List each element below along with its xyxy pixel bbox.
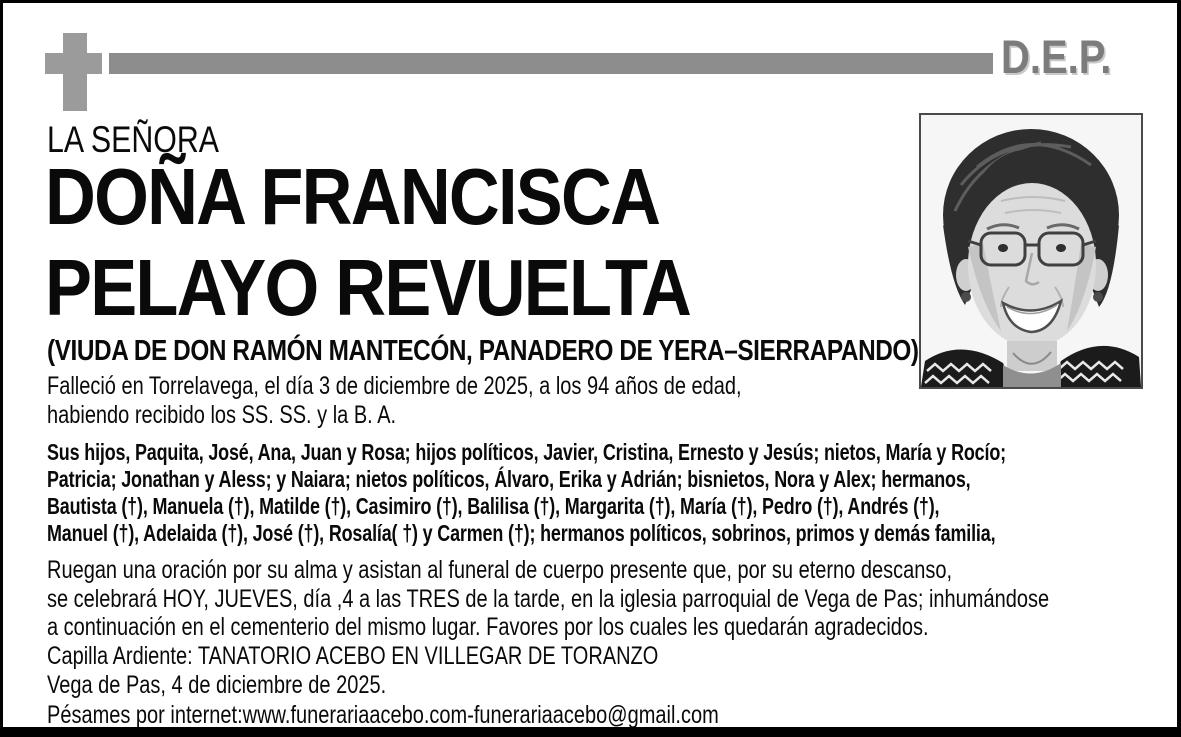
header-rule — [109, 53, 993, 74]
death-info-line: Falleció en Torrelavega, el día 3 de diciembre de 2025, a los 94 años de edad, — [47, 372, 742, 400]
portrait-illustration — [921, 115, 1141, 387]
deceased-name — [45, 151, 690, 333]
funeral-line: Ruegan una oración por su alma y asistan al funeral de cuerpo presente que, por su eterno descanso, — [47, 556, 953, 584]
funeral-line: a continuación en el cementerio del mismo lugar. Favores por los cuales les quedarán agradecidos. — [47, 613, 929, 641]
family-listing — [47, 439, 1006, 547]
family-line: Patricia; Jonathan y Aless; y Naiara; nietos políticos, Álvaro, Erika y Adrián; bisnietos, Nora y Alex; hermanos, — [47, 466, 971, 492]
condolences-contact: Pésames por internet:www.funerariaacebo.com-funerariaacebo@gmail.com — [47, 701, 719, 729]
honorific-label: LA SEÑORA — [47, 119, 220, 160]
family-line: Sus hijos, Paquita, José, Ana, Juan y Rosa; hijos políticos, Javier, Cristina, Ernesto y Jesús; nietos, María y Rocío; — [47, 439, 1006, 465]
relationship-subtitle: (VIUDA DE DON RAMÓN MANTECÓN, PANADERO DE YERA–SIERRAPANDO) — [47, 335, 919, 367]
deceased-name-line2: PELAYO REVUELTA — [45, 243, 691, 332]
funeral-details — [47, 556, 1049, 670]
earring-left — [961, 292, 971, 302]
family-line: Bautista (†), Manuela (†), Matilde (†), Casimiro (†), Balilisa (†), Margarita (†), María (†), Pedro (†), Andrés (†), — [47, 493, 940, 519]
place-date: Vega de Pas, 4 de diciembre de 2025. — [47, 671, 387, 699]
family-line: Manuel (†), Adelaida (†), José (†), Rosalía( †) y Carmen (†); hermanos políticos, sobrinos, primos y demás familia, — [47, 520, 996, 546]
cross-icon-arm — [45, 53, 102, 74]
funeral-line: se celebrará HOY, JUEVES, día ,4 a las TRES de la tarde, en la iglesia parroquial de Vega de Pas; inhumándose — [47, 584, 1050, 613]
portrait-photo — [919, 113, 1143, 389]
earring-right — [1093, 292, 1103, 302]
death-info-line: habiendo recibido los SS. SS. y la B. A. — [47, 401, 397, 429]
funeral-line: Capilla Ardiente: TANATORIO ACEBO EN VILLEGAR DE TORANZO — [47, 641, 659, 670]
deceased-name-line1: DOÑA FRANCISCA — [45, 152, 660, 241]
death-info — [47, 372, 742, 430]
dep-label: D.E.P. — [1001, 30, 1112, 83]
